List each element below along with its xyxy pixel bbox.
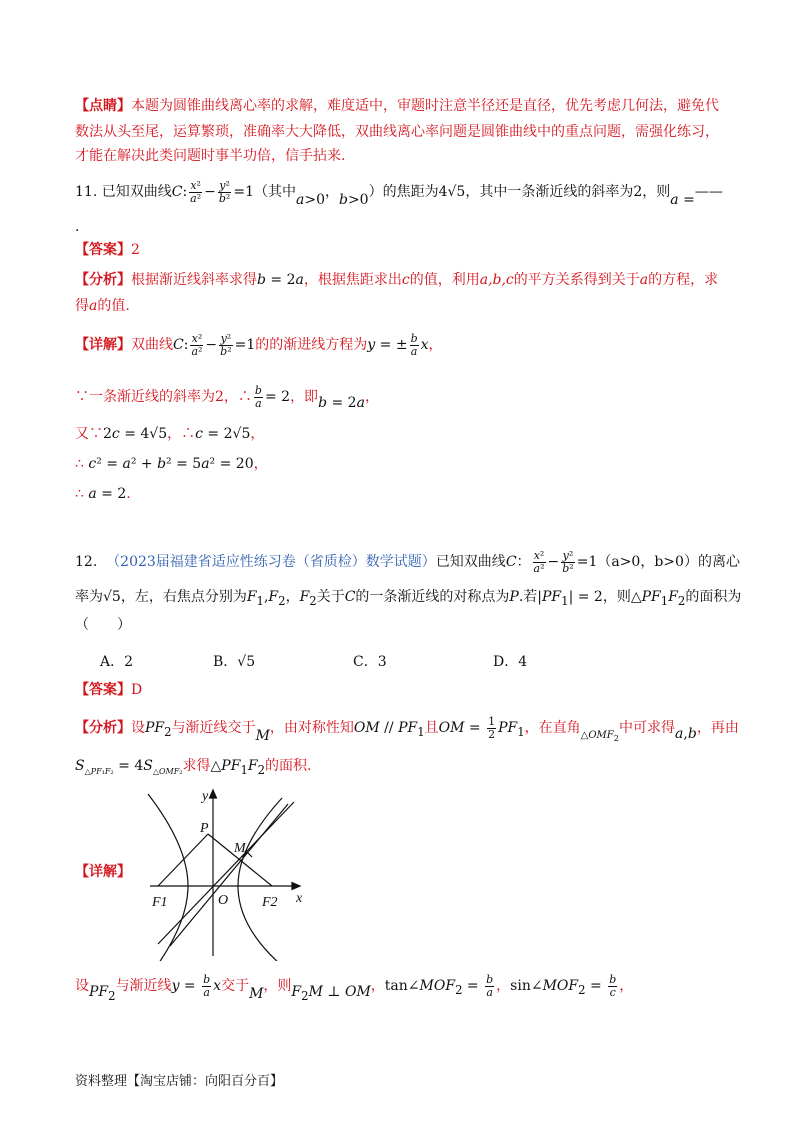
label-p: P: [200, 821, 209, 836]
label-x: x: [296, 891, 303, 906]
y-axis-arrow: [210, 790, 217, 798]
q11-detail-5: ∴ a = 2.: [75, 486, 131, 502]
asymptote-1: [158, 802, 294, 944]
q12-option-a[interactable]: A．2: [100, 654, 134, 670]
label-o: O: [218, 893, 229, 908]
q12-paren: （ ）: [75, 617, 131, 633]
q11-detail-1: 【详解】双曲线C: $\frac{\text{x²}}{\text{a²}}$ − $\frac{\text{y²}}{\text{b²}}$ =1的的渐进线方程为y = ± $\frac{b}{a}$ x，: [75, 331, 443, 358]
label-f1: F1: [152, 895, 168, 910]
q12-option-b[interactable]: B．√5: [213, 654, 256, 670]
q11-detail-3: 又∵2c = 4√5，∴c = 2√5，: [75, 426, 265, 442]
q12-stem-1: 12. （2023届福建省适应性练习卷（省质检）数学试题）已知双曲线C： $\frac{\text{x²}}{\text{a²}}$ − $\frac{\text{y²}}{\text{b²}}$ =1（a>0，b>0）的离心: [75, 548, 740, 575]
remark-label: 【点睛】: [75, 98, 131, 114]
hyperbola-right-branch: [238, 798, 282, 961]
remark-line-2: 数法从头至尾，运算繁琐，准确率大大降低，双曲线离心率问题是圆锥曲线中的重点问题，需强化练习，: [75, 124, 719, 140]
q11-analysis-2: 得a的值.: [75, 298, 130, 314]
q12-analysis-1: 【分析】设$PF_2$与渐近线交于M，由对称性知OM // $PF_1$且OM = $\frac{1}{2}$ $PF_1$，在直角$_{\triangle OMF_2}$中可求得a,b，再由: [75, 714, 739, 744]
q11-detail-4: ∴ c² = a² + b² = 5a² = 20，: [75, 456, 268, 472]
q11-detail-2: ∵一条渐近线的斜率为2，∴ $\frac{b}{a}$ = 2，即b = 2a，: [75, 383, 379, 411]
label-f2: F2: [262, 895, 278, 910]
remark-line-1: 【点睛】本题为圆锥曲线离心率的求解，难度适中，审题时注意半径还是直径，优先考虑几何法，避免代: [75, 98, 719, 114]
hyperbola-left-branch: [148, 794, 188, 961]
q12-detail-1: 设$PF_2$与渐近线y = $\frac{b}{a}$ x交于M，则$F_2M$ ⊥ OM，$\tan\angle MOF_2$ = $\frac{b}{a}$ ，$\sin\angle MOF_2$ = $\frac{b}{c}$ ，: [75, 972, 634, 1003]
q11-stem: 11. 已知双曲线C: $\frac{\text{x²}}{\text{a²}}$ − $\frac{\text{y²}}{\text{b²}}$ =1（其中a>0，b>0）的焦距为4√5，其中一条渐近线的斜率为2，则a =——: [75, 178, 723, 208]
q12-source: （2023届福建省适应性练习卷（省质检）数学试题）: [106, 554, 436, 570]
footer-text: 资料整理【淘宝店铺：向阳百分百】: [75, 1074, 284, 1089]
remark-line-3: 才能在解决此类问题时事半功倍，信手拈来.: [75, 148, 346, 164]
segment-f1-p: [158, 834, 208, 886]
q11-trailing-dot: .: [75, 219, 80, 235]
q11-answer: 【答案】2: [75, 242, 140, 258]
label-m: M: [234, 841, 246, 856]
x-axis-arrow: [292, 883, 300, 890]
q12-option-c[interactable]: C．3: [353, 654, 387, 670]
q12-detail-label: 【详解】: [75, 864, 131, 880]
q12-option-d[interactable]: D．4: [493, 654, 528, 670]
q12-analysis-2: $S_{\triangle PF_1F_2} = 4S_{\triangle OMF_2}$求得$\triangle PF_1F_2$的面积.: [75, 758, 312, 777]
q12-answer: 【答案】D: [75, 682, 143, 698]
q12-stem-2: 率为√5，左，右焦点分别为$F_1,F_2$，$F_2$关于C的一条渐近线的对称点为P.若$|PF_1| = 2$，则$\triangle PF_1F_2$的面积为: [75, 589, 742, 608]
label-y: y: [202, 789, 209, 804]
q11-analysis-1: 【分析】根据渐近线斜率求得b = 2a，根据焦距求出c的值，利用a,b,c的平方关系得到关于a的方程，求: [75, 272, 719, 288]
hyperbola-figure: [130, 786, 330, 961]
